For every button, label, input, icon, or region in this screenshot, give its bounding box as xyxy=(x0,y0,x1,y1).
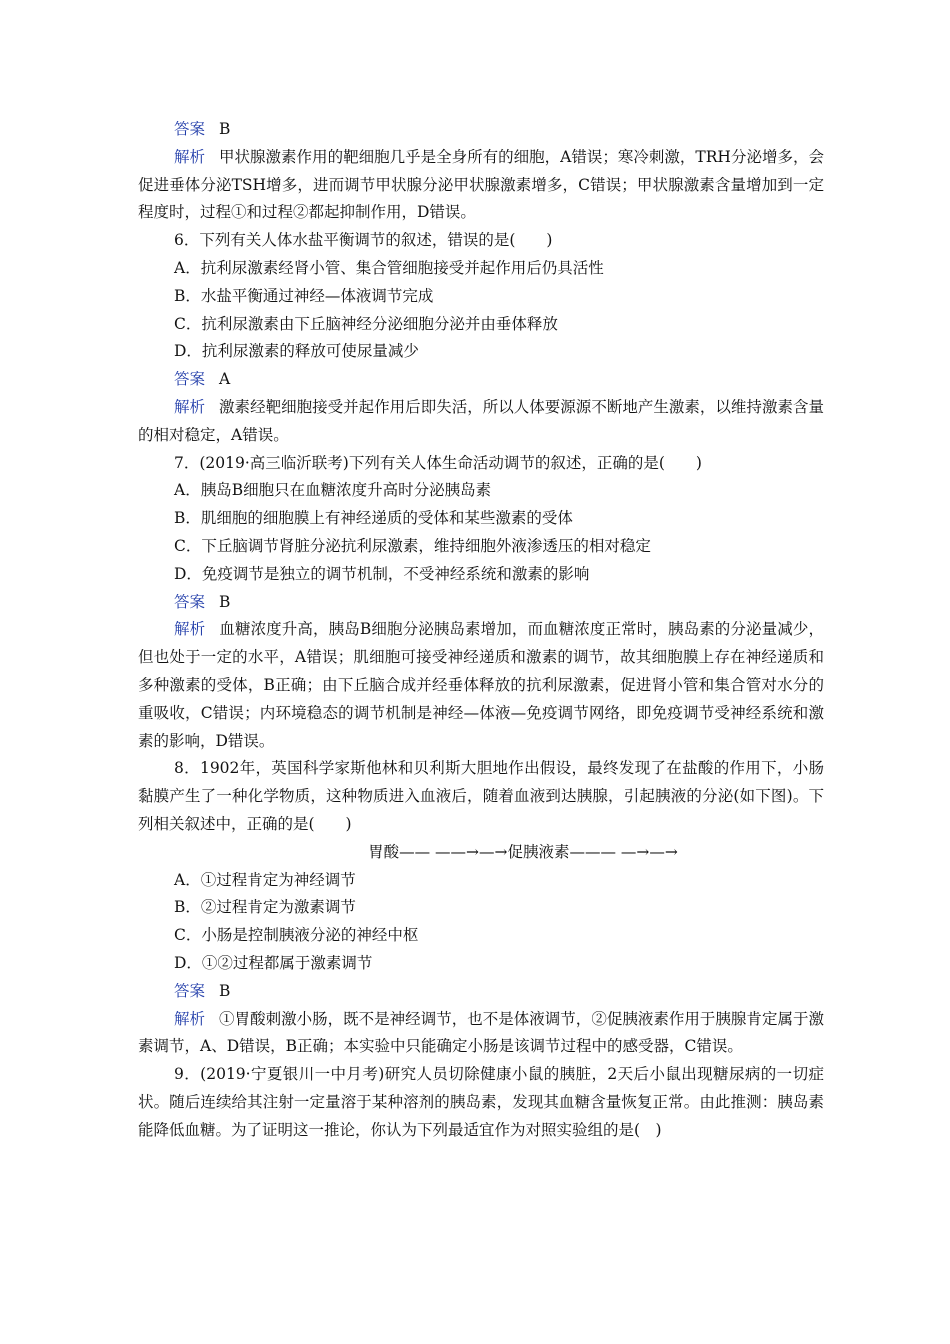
analysis-tag: 解析 xyxy=(174,620,206,639)
answer-tag: 答案 xyxy=(174,120,206,138)
question-7: 7．(2019·高三临沂联考)下列有关人体生命活动调节的叙述，正确的是( ) xyxy=(174,453,702,472)
option-c: C．下丘脑调节肾脏分泌抗利尿激素，维持细胞外液渗透压的相对稳定 xyxy=(174,536,651,555)
question-6: 6．下列有关人体水盐平衡调节的叙述，错误的是( ) xyxy=(174,231,553,250)
answer-tag: 答案 xyxy=(174,592,206,611)
analysis-text: ①胃酸刺激小肠，既不是神经调节，也不是体液调节，②促胰液素作用于胰腺肯定属于激素调节，A、D错误，B正确；本实验中只能确定小肠是该调节过程中的感受器，C错误。 xyxy=(138,1009,824,1056)
option-c: C．小肠是控制胰液分泌的神经中枢 xyxy=(174,926,419,945)
analysis-text: 甲状腺激素作用的靶细胞几乎是全身所有的细胞，A错误；寒冷刺激，TRH分泌增多，会促进垂体分泌TSH增多，进而调节甲状腺分泌甲状腺激素增多，C错误；甲状腺激素含量增加到一定程度时，过程①和过程②都起抑制作用，D错误。 xyxy=(138,147,824,222)
answer-value: A xyxy=(219,370,231,389)
answer-value: B xyxy=(219,981,231,1000)
option-b: B．水盐平衡通过神经—体液调节完成 xyxy=(174,286,434,305)
analysis-tag: 解析 xyxy=(174,397,206,416)
option-a: A．①过程肯定为神经调节 xyxy=(174,870,356,889)
answer-line xyxy=(138,116,824,144)
option-d: D．①②过程都属于激素调节 xyxy=(174,953,373,972)
analysis-tag: 解析 xyxy=(174,1009,206,1028)
analysis-text: 激素经靶细胞接受并起作用后即失活，所以人体要源源不断地产生激素，以维持激素含量的相对稳定，A错误。 xyxy=(138,397,824,444)
answer-line xyxy=(138,589,824,617)
option-b: B．肌细胞的细胞膜上有神经递质的受体和某些激素的受体 xyxy=(174,509,573,528)
answer-tag: 答案 xyxy=(174,370,206,389)
option-c: C．抗利尿激素由下丘脑神经分泌细胞分泌并由垂体释放 xyxy=(174,314,558,333)
option-d: D．抗利尿激素的释放可使尿量减少 xyxy=(174,342,419,361)
process-diagram: 胃酸—— ——→—→促胰液素——— —→—→ xyxy=(368,842,678,861)
analysis-paragraph xyxy=(138,144,824,227)
analysis-paragraph xyxy=(138,616,824,755)
analysis-text: 血糖浓度升高，胰岛B细胞分泌胰岛素增加，而血糖浓度正常时，胰岛素的分泌量减少，但也处于一定的水平，A错误；肌细胞可接受神经递质和激素的调节，故其细胞膜上存在神经递质和多种激素的受体，B正确；由下丘脑合成并经垂体释放的抗利尿激素，促进肾小管和集合管对水分的重吸收，C错误；内环境稳态的调节机制是神经—体液—免疫调节网络，即免疫调节受神经系统和激素的影响，D错误。 xyxy=(138,620,824,750)
option-b: B．②过程肯定为激素调节 xyxy=(174,898,356,917)
answer-line xyxy=(138,978,824,1006)
analysis-tag: 解析 xyxy=(174,147,206,166)
answer-tag: 答案 xyxy=(174,981,206,1000)
document-content xyxy=(138,116,824,1144)
analysis-paragraph xyxy=(138,1006,824,1062)
option-a: A．胰岛B细胞只在血糖浓度升高时分泌胰岛素 xyxy=(174,481,492,500)
answer-value: B xyxy=(219,120,231,138)
answer-line xyxy=(138,366,824,394)
answer-value: B xyxy=(219,592,231,611)
option-a: A．抗利尿激素经肾小管、集合管细胞接受并起作用后仍具活性 xyxy=(174,258,604,277)
question-9: 9．(2019·宁夏银川一中月考)研究人员切除健康小鼠的胰脏，2天后小鼠出现糖尿病的一切症状。随后连续给其注射一定量溶于某种溶剂的胰岛素，发现其血糖含量恢复正常。由此推测：胰岛素能降低血糖。为了证明这一推论，你认为下列最适宜作为对照实验组的是( ) xyxy=(138,1065,824,1139)
analysis-paragraph xyxy=(138,394,824,450)
question-8: 8．1902年，英国科学家斯他林和贝利斯大胆地作出假设，最终发现了在盐酸的作用下，小肠黏膜产生了一种化学物质，这种物质进入血液后，随着血液到达胰腺，引起胰液的分泌(如下图)。下列相关叙述中，正确的是( ) xyxy=(138,759,824,833)
option-d: D．免疫调节是独立的调节机制，不受神经系统和激素的影响 xyxy=(174,564,590,583)
